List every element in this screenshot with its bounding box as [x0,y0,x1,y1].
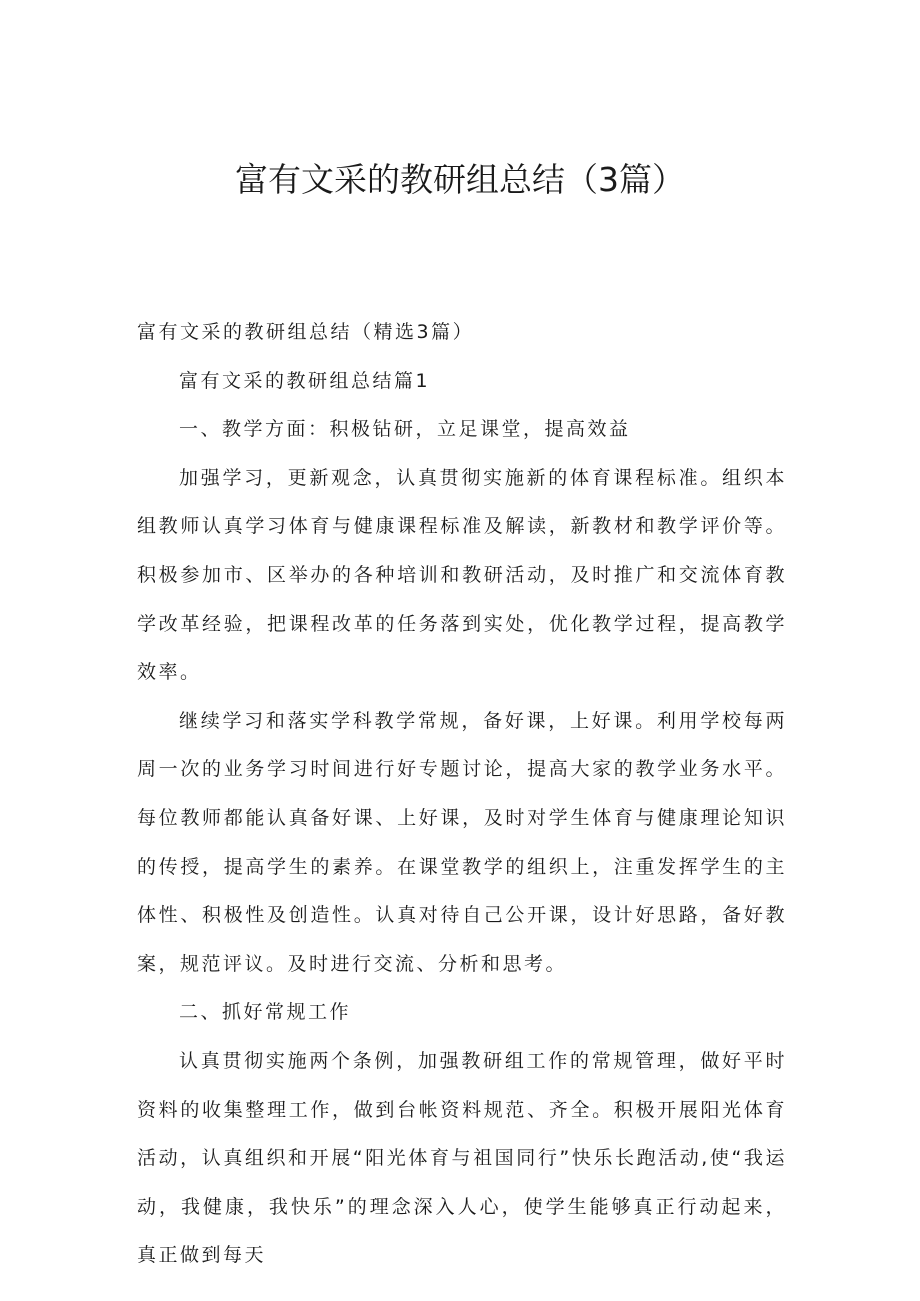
paragraph: 认真贯彻实施两个条例，加强教研组工作的常规管理，做好平时资料的收集整理工作，做到台帐资料规范、齐全。积极开展阳光体育活动，认真组织和开展“阳光体育与祖国同行”快乐长跑活动,使“我运动，我健康，我快乐”的理念深入人心，使学生能够真正行动起来，真正做到每天 [137,1049,787,1267]
heading-routine-work: 二、抓好常规工作 [179,1001,352,1024]
heading-teaching: 一、教学方面：积极钻研，立足课堂，提高效益 [179,418,631,441]
document-title: 富有文采的教研组总结（3篇） [235,160,685,199]
paragraph: 继续学习和落实学科教学常规，备好课，上好课。利用学校每两周一次的业务学习时间进行好专题讨论，提高大家的教学业务水平。每位教师都能认真备好课、上好课，及时对学生体育与健康理论知识的传授，提高学生的素养。在课堂教学的组织上，注重发挥学生的主体性、积极性及创造性。认真对待自己公开课，设计好思路，备好教案，规范评议。及时进行交流、分析和思考。 [137,709,787,975]
paragraph: 加强学习，更新观念，认真贯彻实施新的体育课程标准。组织本组教师认真学习体育与健康课程标准及解读，新教材和教学评价等。积极参加市、区举办的各种培训和教研活动，及时推广和交流体育教学改革经验，把课程改革的任务落到实处，优化教学过程，提高教学效率。 [137,466,787,684]
document-body [137,308,787,1280]
section-heading-part1: 富有文采的教研组总结篇1 [179,369,431,392]
document-subtitle: 富有文采的教研组总结（精选3篇） [137,321,475,343]
